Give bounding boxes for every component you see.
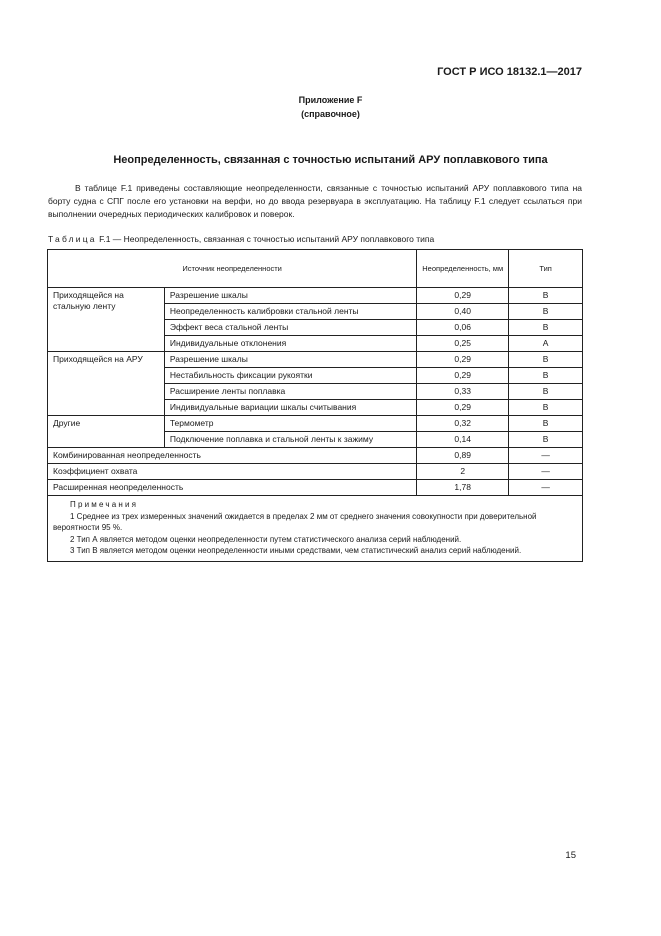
row-value: 0,06 bbox=[417, 320, 509, 336]
summary-value: 2 bbox=[417, 464, 509, 480]
summary-label: Коэффициент охвата bbox=[48, 464, 417, 480]
row-item: Эффект веса стальной ленты bbox=[164, 320, 416, 336]
row-item: Индивидуальные вариации шкалы считывания bbox=[164, 400, 416, 416]
note-item: 1 Среднее из трех измеренных значений ожидается в пределах 2 мм от среднего значения совокупности при доверительной вероятности 95 %. bbox=[53, 511, 537, 532]
row-type: B bbox=[509, 352, 583, 368]
summary-row bbox=[48, 480, 583, 496]
row-type: B bbox=[509, 400, 583, 416]
row-type: B bbox=[509, 304, 583, 320]
header-uncertainty: Неопределенность, мм bbox=[417, 250, 509, 288]
row-item: Термометр bbox=[164, 416, 416, 432]
row-value: 0,29 bbox=[417, 400, 509, 416]
summary-row bbox=[48, 464, 583, 480]
row-type: B bbox=[509, 320, 583, 336]
note-item: 2 Тип А является методом оценки неопределенности путем статистического анализа серий наблюдений. bbox=[70, 534, 462, 544]
notes-row bbox=[48, 496, 583, 562]
row-type: B bbox=[509, 416, 583, 432]
header-type: Тип bbox=[509, 250, 583, 288]
row-type: B bbox=[509, 288, 583, 304]
row-type: B bbox=[509, 384, 583, 400]
summary-value: 1,78 bbox=[417, 480, 509, 496]
row-item: Неопределенность калибровки стальной ленты bbox=[164, 304, 416, 320]
uncertainty-table bbox=[47, 249, 583, 562]
row-value: 0,29 bbox=[417, 288, 509, 304]
row-item: Подключение поплавка и стальной ленты к зажиму bbox=[164, 432, 416, 448]
summary-type: — bbox=[509, 464, 583, 480]
row-item: Индивидуальные отклонения bbox=[164, 336, 416, 352]
summary-row bbox=[48, 448, 583, 464]
notes-cell bbox=[48, 496, 583, 562]
row-value: 0,29 bbox=[417, 368, 509, 384]
row-type: B bbox=[509, 368, 583, 384]
row-value: 0,29 bbox=[417, 352, 509, 368]
page-number: 15 bbox=[565, 850, 576, 861]
row-item: Разрешение шкалы bbox=[164, 288, 416, 304]
table-row bbox=[48, 288, 583, 304]
row-value: 0,32 bbox=[417, 416, 509, 432]
group-label: Приходящейся на АРУ bbox=[48, 352, 165, 416]
summary-label: Комбинированная неопределенность bbox=[48, 448, 417, 464]
table-caption bbox=[48, 234, 434, 244]
notes-title: Примечания bbox=[70, 500, 139, 509]
table-header-row bbox=[48, 250, 583, 288]
row-value: 0,33 bbox=[417, 384, 509, 400]
group-label: Приходящейся на стальную ленту bbox=[48, 288, 165, 352]
summary-label: Расширенная неопределенность bbox=[48, 480, 417, 496]
table-row bbox=[48, 352, 583, 368]
intro-paragraph: В таблице F.1 приведены составляющие неопределенности, связанные с точностью испытаний АРУ поплавкового типа на борту судна с СПГ после его установки на верфи, но до ввода резервуара в эксплуатацию. На таблицу F.1 следует ссылаться при выполнении очередных периодических калибровок и поверок. bbox=[48, 183, 582, 219]
header-source: Источник неопределенности bbox=[48, 250, 417, 288]
row-type: B bbox=[509, 432, 583, 448]
summary-type: — bbox=[509, 448, 583, 464]
annex-title: Приложение F bbox=[298, 95, 363, 105]
annex-subtitle: (справочное) bbox=[301, 109, 360, 119]
section-heading: Неопределенность, связанная с точностью испытаний АРУ поплавкового типа bbox=[113, 154, 548, 166]
row-type: A bbox=[509, 336, 583, 352]
summary-type: — bbox=[509, 480, 583, 496]
row-item: Разрешение шкалы bbox=[164, 352, 416, 368]
table-caption-label: Таблица bbox=[48, 234, 97, 244]
row-item: Нестабильность фиксации рукоятки bbox=[164, 368, 416, 384]
standard-number: ГОСТ Р ИСО 18132.1—2017 bbox=[437, 66, 582, 78]
table-row bbox=[48, 416, 583, 432]
annex-block bbox=[0, 93, 661, 121]
note-item: 3 Тип В является методом оценки неопределенности иными средствами, чем статистический анализ серий наблюдений. bbox=[70, 546, 522, 555]
row-value: 0,14 bbox=[417, 432, 509, 448]
row-value: 0,25 bbox=[417, 336, 509, 352]
summary-value: 0,89 bbox=[417, 448, 509, 464]
group-label: Другие bbox=[48, 416, 165, 448]
row-value: 0,40 bbox=[417, 304, 509, 320]
table-caption-text: F.1 — Неопределенность, связанная с точностью испытаний АРУ поплавкового типа bbox=[99, 234, 435, 244]
row-item: Расширение ленты поплавка bbox=[164, 384, 416, 400]
